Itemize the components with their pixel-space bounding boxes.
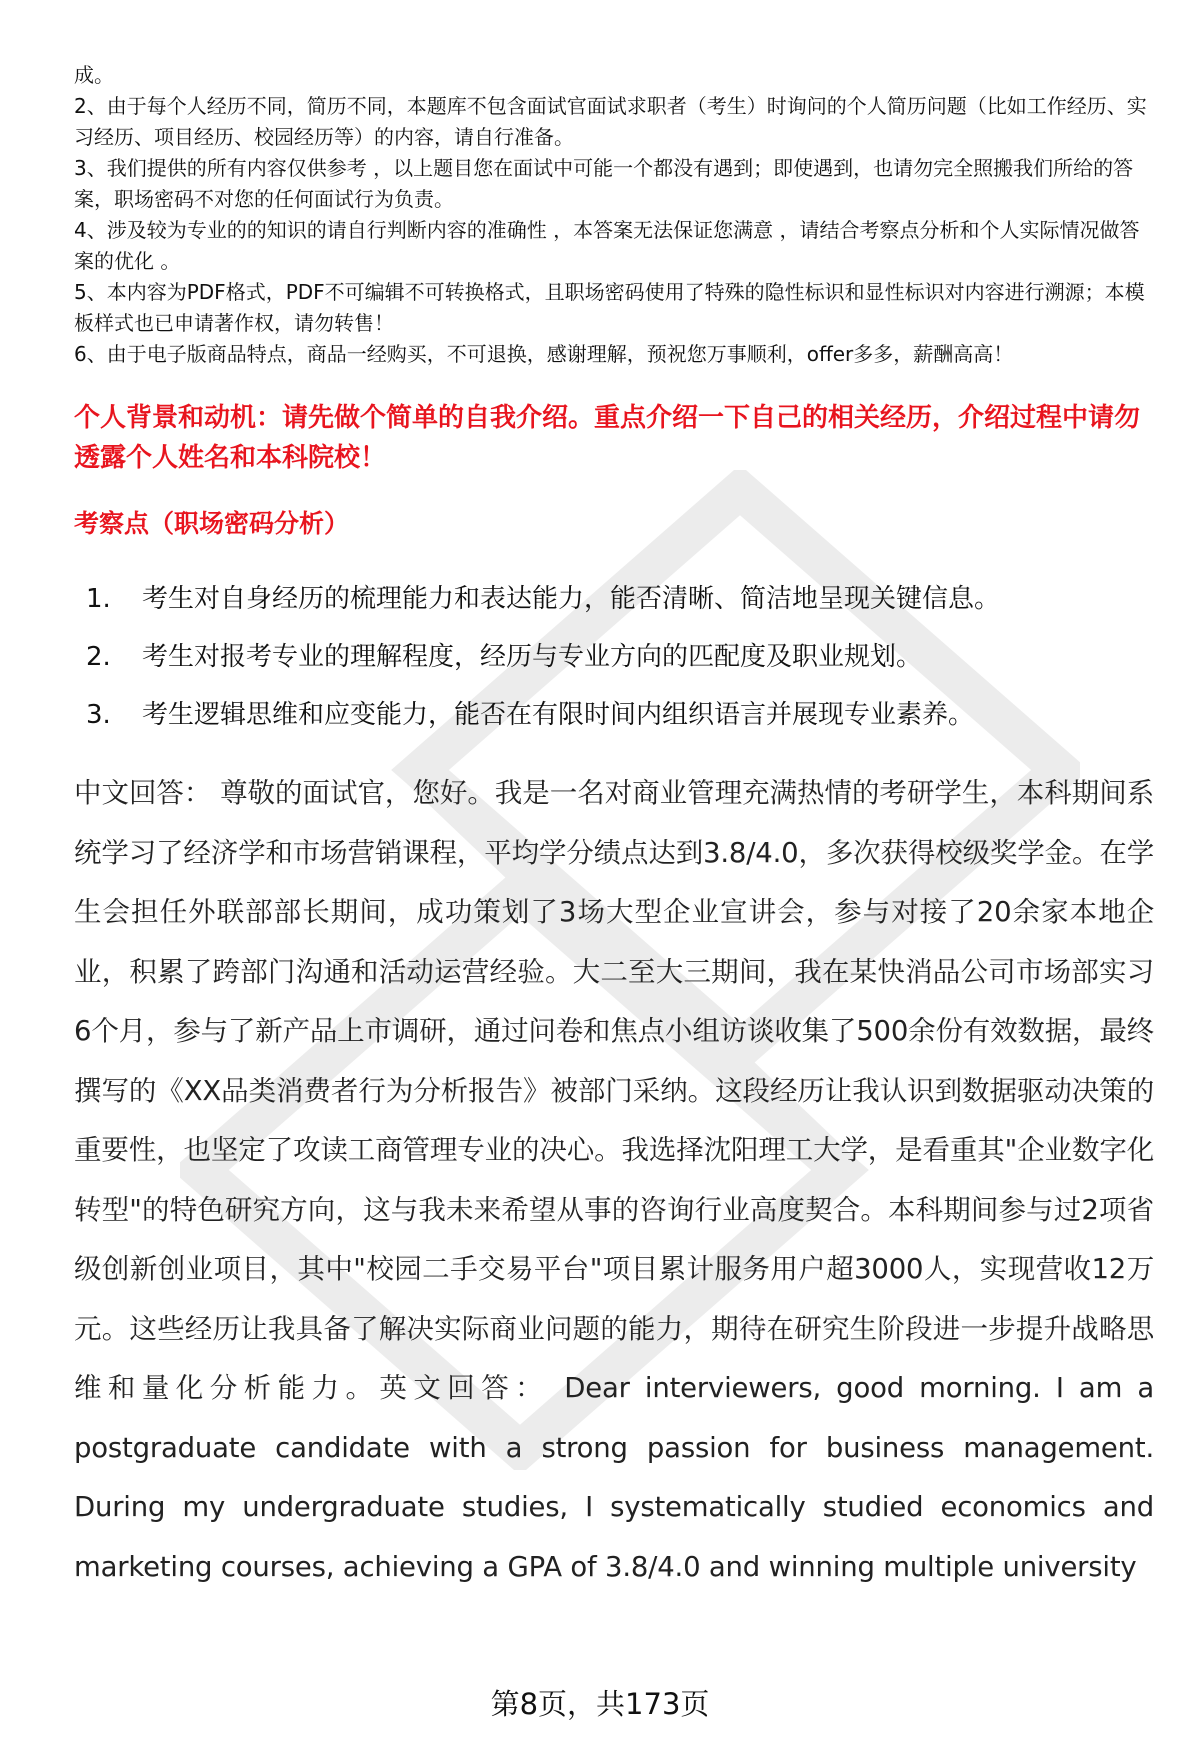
page-number: 第8页，共173页 bbox=[490, 1687, 710, 1721]
list-item bbox=[74, 686, 1154, 744]
list-number: 1. bbox=[86, 584, 111, 614]
list-text: 考生对自身经历的梳理能力和表达能力，能否清晰、简洁地呈现关键信息。 bbox=[142, 584, 1001, 614]
list-number: 3. bbox=[86, 700, 111, 730]
disclaimer-notes bbox=[74, 60, 1154, 370]
analysis-heading: 考察点（职场密码分析） bbox=[74, 509, 350, 538]
list-text: 考生对报考专业的理解程度，经历与专业方向的匹配度及职业规划。 bbox=[142, 642, 923, 672]
note-item: 成。 bbox=[74, 63, 114, 87]
note-item: 3、我们提供的所有内容仅供参考 ，以上题目您在面试中可能一个都没有遇到；即使遇到，也请勿完全照搬我们所给的答案，职场密码不对您的任何面试行为负责。 bbox=[74, 156, 1134, 211]
note-item: 5、本内容为PDF格式，PDF不可编辑不可转换格式，且职场密码使用了特殊的隐性标识和显性标识对内容进行溯源；本模板样式也已申请著作权，请勿转售！ bbox=[74, 280, 1145, 335]
analysis-points bbox=[74, 570, 1154, 744]
answer-paragraph: 中文回答： 尊敬的面试官，您好。我是一名对商业管理充满热情的考研学生，本科期间系统学习了经济学和市场营销课程，平均学分绩点达到3.8/4.0，多次获得校级奖学金。在学生会担任外联部部长期间，成功策划了3场大型企业宣讲会，参与对接了20余家本地企业，积累了跨部门沟通和活动运营经验。大二至大三期间，我在某快消品公司市场部实习6个月，参与了新产品上市调研，通过问卷和焦点小组访谈收集了500余份有效数据，最终撰写的《XX品类消费者行为分析报告》被部门采纳。这段经历让我认识到数据驱动决策的重要性，也坚定了攻读工商管理专业的决心。我选择沈阳理工大学，是看重其"企业数字化转型"的特色研究方向，这与我未来希望从事的咨询行业高度契合。本科期间参与过2项省级创新创业项目，其中"校园二手交易平台"项目累计服务用户超3000人，实现营收12万元。这些经历让我具备了解决实际商业问题的能力，期待在研究生阶段进一步提升战略思维和量化分析能力。英文回答： Dear interviewers, good morning. I am a postgraduate candidate with a strong passion for business management. During my undergraduate studies, I systematically studied economics and marketing courses, achieving a GPA of 3.8/4.0 and winning multiple university bbox=[74, 777, 1154, 1583]
list-number: 2. bbox=[86, 642, 111, 672]
list-item bbox=[74, 570, 1154, 628]
list-item bbox=[74, 628, 1154, 686]
note-item: 2、由于每个人经历不同，简历不同，本题库不包含面试官面试求职者（考生）时询问的个人简历问题（比如工作经历、实习经历、项目经历、校园经历等）的内容，请自行准备。 bbox=[74, 94, 1147, 149]
page-content bbox=[74, 60, 1154, 1625]
list-text: 考生逻辑思维和应变能力，能否在有限时间内组织语言并展现专业素养。 bbox=[142, 700, 975, 730]
note-item: 6、由于电子版商品特点，商品一经购买，不可退换，感谢理解，预祝您万事顺利，offer多多，薪酬高高！ bbox=[74, 342, 1014, 366]
note-item: 4、涉及较为专业的的知识的请自行判断内容的准确性 ，本答案无法保证您满意 ，请结合考察点分析和个人实际情况做答案的优化 。 bbox=[74, 218, 1140, 273]
question-heading: 个人背景和动机：请先做个简单的自我介绍。重点介绍一下自己的相关经历，介绍过程中请勿透露个人姓名和本科院校！ bbox=[74, 403, 1141, 473]
